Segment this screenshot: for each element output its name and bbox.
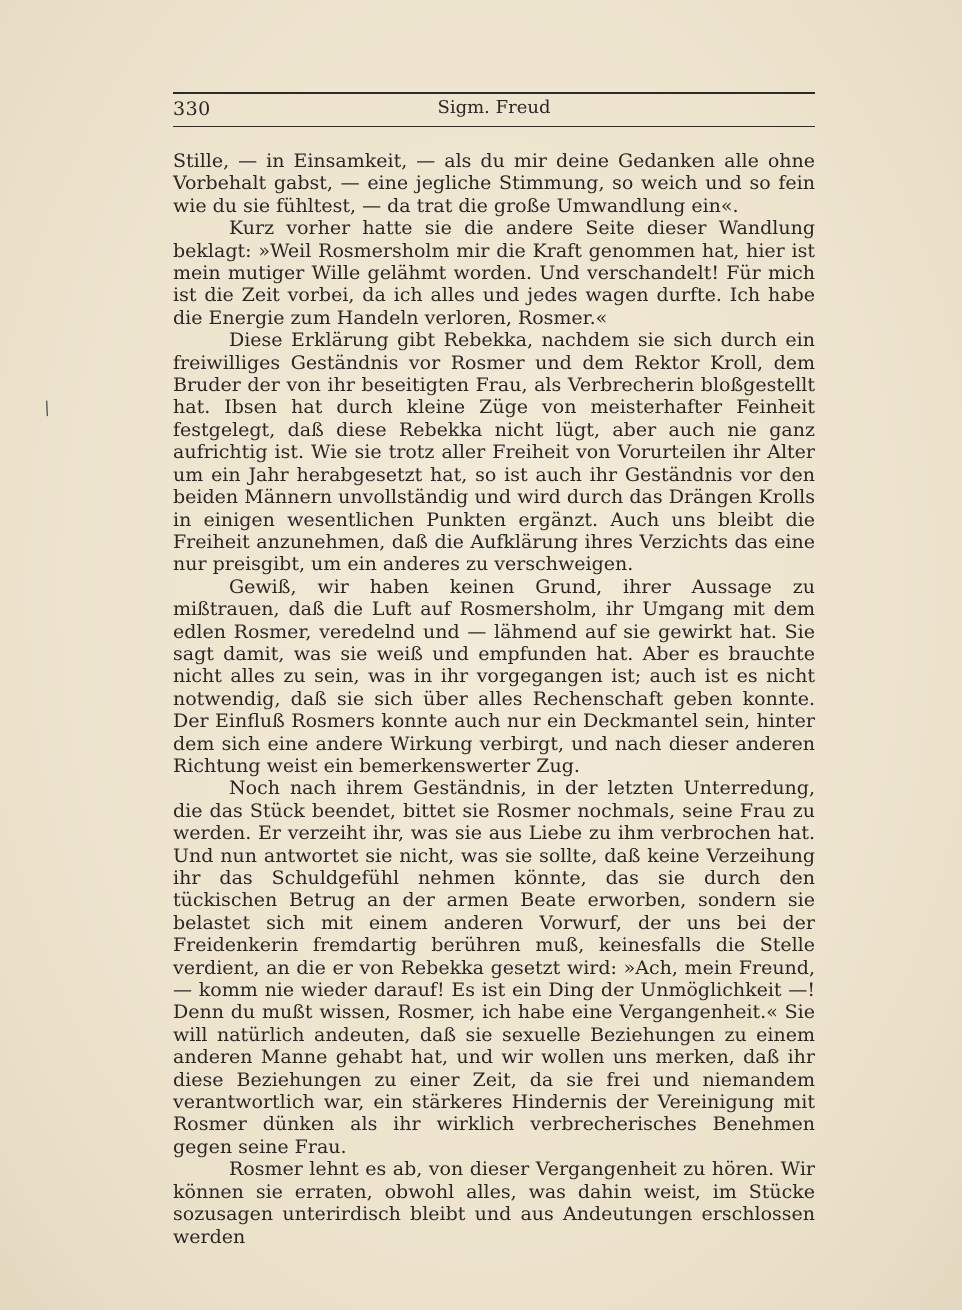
paragraph: Gewiß, wir haben keinen Grund, ihrer Aussage zu mißtrauen, daß die Luft auf Rosmersholm, ihr Umgang mit dem edlen Rosmer, veredelnd und — lähmend auf sie gewirkt hat. Sie sagt damit, was sie weiß und empfunden hat. Aber es brauchte nicht alles zu sein, was in ihr vorgegangen ist; auch ist es nicht notwendig, daß sie sich über alles Rechenschaft geben konnte. Der Einfluß Rosmers konnte auch nur ein Deckmantel sein, hinter dem sich eine andere Wirkung verbirgt, und nach dieser anderen Richtung weist ein bemerkenswerter Zug. [173,575,815,777]
running-head-author: Sigm. Freud [437,97,551,118]
paragraph: Rosmer lehnt es ab, von dieser Vergangenheit zu hören. Wir können sie erraten, obwohl alles, was dahin weist, im Stücke sozusagen unterirdisch bleibt und aus Andeutungen erschlossen werden [173,1158,815,1248]
paragraph: Stille, — in Einsamkeit, — als du mir deine Gedanken alle ohne Vorbehalt gabst, — eine jegliche Stimmung, so weich und so fein wie du sie fühltest, — da trat die große Umwandlung ein«. [173,150,815,217]
running-header [173,92,815,127]
paragraph: Noch nach ihrem Geständnis, in der letzten Unterredung, die das Stück beendet, bittet sie Rosmer nochmals, seine Frau zu werden. Er verzeiht ihr, was sie aus Liebe zu ihm verbrochen hat. Und nun antwortet sie nicht, was sie sollte, daß keine Verzeihung ihr das Schuldgefühl nehmen könnte, das sie durch den tückischen Betrug an der armen Beate erworben, sondern sie belastet sich mit einem anderen Vorwurf, der uns bei der Freidenkerin fremdartig berühren muß, keinesfalls die Stelle verdient, an die er von Rebekka gesetzt wird: »Ach, mein Freund, — komm nie wieder darauf! Es ist ein Ding der Unmöglichkeit —! Denn du mußt wissen, Rosmer, ich habe eine Vergangenheit.« Sie will natürlich andeuten, daß sie sexuelle Beziehungen zu einem anderen Manne gehabt hat, und wir wollen uns merken, daß ihr diese Beziehungen zu einer Zeit, da sie frei und niemandem verantwortlich war, ein stärkeres Hindernis der Vereinigung mit Rosmer dünken als ihr wirklich verbrecherisches Benehmen gegen seine Frau. [173,777,815,1158]
body-text [173,150,815,1248]
margin-pencil-mark: ∕ [40,397,54,420]
paragraph: Kurz vorher hatte sie die andere Seite dieser Wandlung beklagt: »Weil Rosmersholm mir die Kraft genommen hat, hier ist mein mutiger Wille gelähmt worden. Und verschandelt! Für mich ist die Zeit vorbei, da ich alles und jedes wagen durfte. Ich habe die Energie zum Handeln verloren, Rosmer.« [173,217,815,329]
page-number: 330 [173,98,211,120]
paragraph: Diese Erklärung gibt Rebekka, nachdem sie sich durch ein freiwilliges Geständnis vor Rosmer und dem Rektor Kroll, dem Bruder der von ihr beseitigten Frau, als Verbrecherin bloßgestellt hat. Ibsen hat durch kleine Züge von meisterhafter Feinheit festgelegt, daß diese Rebekka nicht lügt, aber auch nie ganz aufrichtig ist. Wie sie trotz aller Freiheit von Vorurteilen ihr Alter um ein Jahr herabgesetzt hat, so ist auch ihr Geständnis vor den beiden Männern unvollständig und wird durch das Drängen Krolls in einigen wesentlichen Punkten ergänzt. Auch uns bleibt die Freiheit anzunehmen, daß die Aufklärung ihres Verzichts das eine nur preisgibt, um ein anderes zu verschweigen. [173,329,815,576]
